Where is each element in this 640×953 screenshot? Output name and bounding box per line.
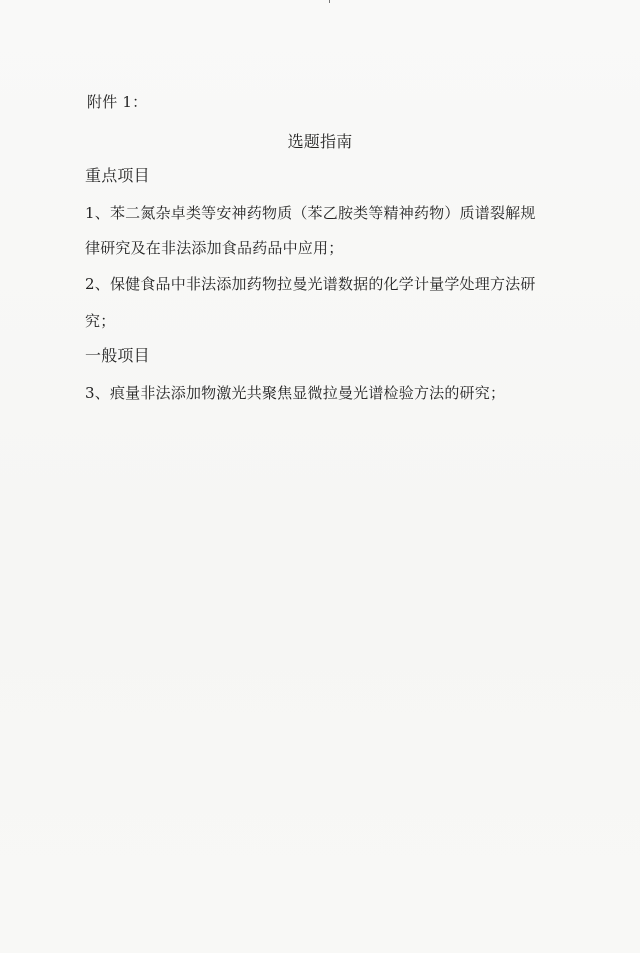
list-item-line: 3、痕量非法添加物激光共聚焦显微拉曼光谱检验方法的研究； <box>85 384 506 402</box>
page-edge-mark <box>329 0 330 3</box>
list-item-line: 1、苯二氮杂卓类等安神药物质（苯乙胺类等精神药物）质谱裂解规 <box>85 204 536 222</box>
attachment-label: 附件 1： <box>87 93 148 111</box>
section-heading-key-projects: 重点项目 <box>85 166 150 185</box>
document-title: 选题指南 <box>287 132 353 151</box>
list-item-line: 究； <box>85 312 116 330</box>
section-heading-general-projects: 一般项目 <box>85 346 150 365</box>
list-item-line: 2、保健食品中非法添加药物拉曼光谱数据的化学计量学处理方法研 <box>85 275 536 293</box>
list-item-line: 律研究及在非法添加食品药品中应用； <box>85 239 344 257</box>
